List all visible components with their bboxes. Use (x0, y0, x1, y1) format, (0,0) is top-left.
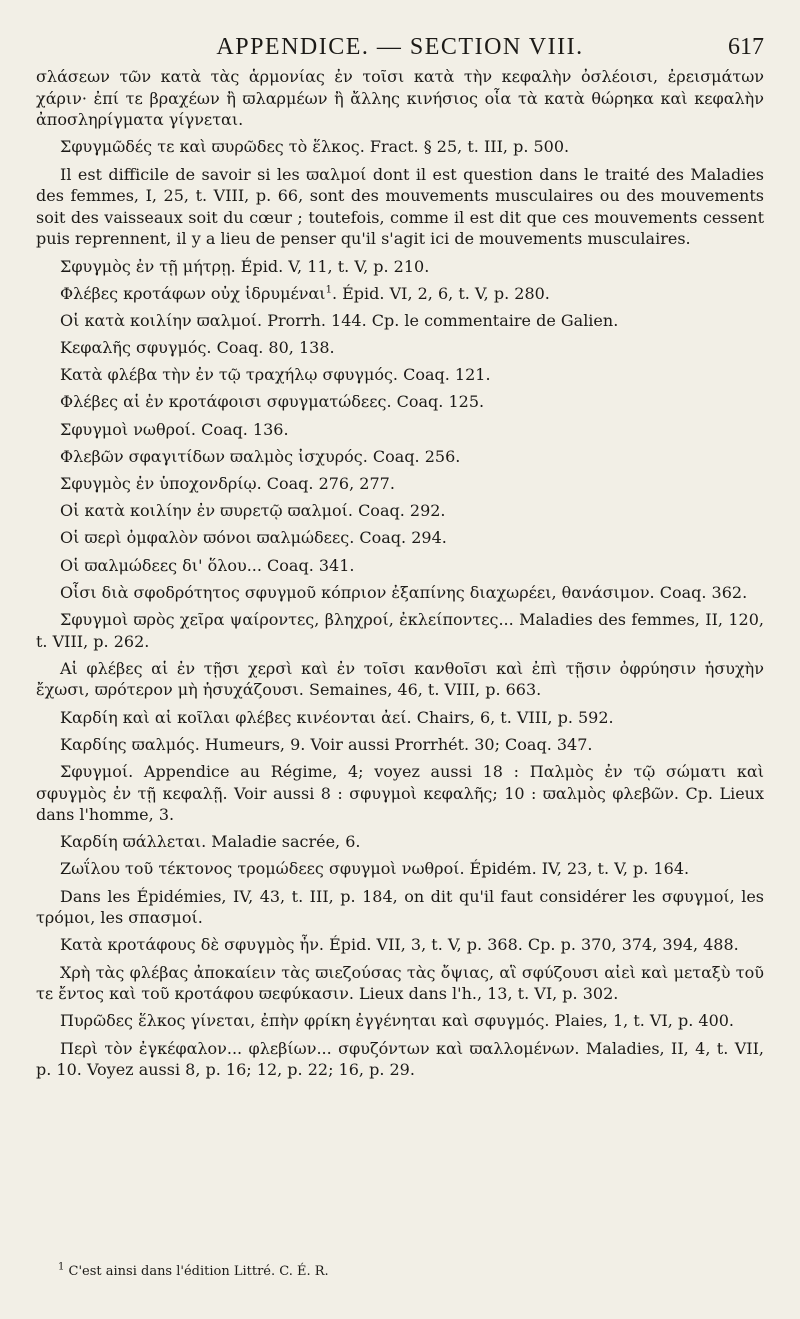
paragraph-text-tail: . Épid. VI, 2, 6, t. V, p. 280. (331, 283, 550, 303)
paragraph-text: Κεφαλῆς σφυγμός. Coaq. 80, 138. (60, 338, 335, 358)
paragraph-text: Οἷσι διὰ σφοδρότητος σφυγμοῦ κόπριον ἐξαπίνης διαχωρέει, θανάσιμον. Coaq. 362. (60, 582, 748, 602)
paragraph (36, 707, 764, 729)
paragraph-text: Καρδίη ϖάλλεται. Maladie sacrée, 6. (60, 832, 361, 852)
paragraph-text: Κατὰ κροτάφους δὲ σφυγμὸς ἦν. Épid. VII, 3, t. V, p. 368. Cp. p. 370, 374, 394, 488. (60, 935, 739, 955)
paragraph (36, 658, 764, 701)
running-header (36, 34, 764, 66)
paragraph-text: Il est difficile de savoir si les ϖαλμοί dont il est question dans le traité des Maladies des femmes, I, 25, t. VIII, p. 66, sont des mouvements musculaires ou des mouvements soit des vaisseaux soit du cœur ; toutefois, comme il est dit que ces mouvements cessent puis reprennent, il y a lieu de penser qu'il s'agit ici de mouvements musculaires. (36, 164, 764, 249)
paragraph-text: Σφυγμοὶ νωθροί. Coaq. 136. (60, 419, 289, 439)
paragraph-text: Φλέβες αἱ ἐν κροτάφοισι σφυγματώδεες. Coaq. 125. (60, 392, 485, 412)
paragraph-text: Χρὴ τὰς φλέβας ἀποκαίειν τὰς ϖιεζούσας τὰς ὄψιας, αἳ σφύζουσι αἰεὶ καὶ μεταξὺ τοῦ τε ἔντος καὶ τοῦ κροτάφου ϖεφύκασιν. Lieux dans l'h., 13, t. VI, p. 302. (36, 962, 764, 1004)
paragraph (36, 527, 764, 549)
paragraph (36, 555, 764, 577)
paragraph (36, 419, 764, 441)
paragraph (36, 1038, 764, 1081)
paragraph (36, 164, 764, 250)
paragraph (36, 446, 764, 468)
paragraph (36, 337, 764, 359)
paragraph-text: Σφυγμοὶ ϖρὸς χεῖρα ψαίροντες, βληχροί, ἐκλείποντες... Maladies des femmes, II, 120, t. VIII, p. 262. (36, 609, 764, 651)
paragraph-text: Πυρῶδες ἕλκος γίνεται, ἐπὴν φρίκη ἐγγένηται καὶ σφυγμός. Plaies, 1, t. VI, p. 400. (60, 1011, 735, 1031)
paragraph (36, 886, 764, 929)
paragraph-text: Οἱ κατὰ κοιλίην ἐν ϖυρετῷ ϖαλμοί. Coaq. 292. (60, 501, 446, 521)
paragraph (36, 831, 764, 853)
paragraph-text: Σφυγμῶδές τε καὶ ϖυρῶδες τὸ ἕλκος. Fract. § 25, t. III, p. 500. (60, 137, 570, 157)
paragraph (36, 473, 764, 495)
footnote-reference: 1 (325, 284, 332, 296)
paragraph (36, 66, 764, 131)
running-title: APPENDICE. — SECTION VIII. (216, 34, 584, 60)
page-number: 617 (728, 34, 764, 60)
paragraph-text: Σφυγμοί. Appendice au Régime, 4; voyez aussi 18 : Παλμὸς ἐν τῷ σώματι καὶ σφυγμὸς ἐν τῇ κεφαλῇ. Voir aussi 8 : σφυγμοὶ κεφαλῆς; 10 : ϖαλμὸς φλεβῶν. Cp. Lieux dans l'homme, 3. (36, 761, 764, 825)
paragraph-text: Κατὰ φλέβα τὴν ἐν τῷ τραχήλῳ σφυγμός. Coaq. 121. (60, 365, 491, 385)
paragraph-text: Σφυγμὸς ἐν ὑποχονδρίῳ. Coaq. 276, 277. (60, 474, 395, 494)
paragraph-text: Οἱ κατὰ κοιλίην ϖαλμοί. Prorrh. 144. Cp. le commentaire de Galien. (60, 310, 619, 330)
paragraph-text: Φλέβες κροτάφων οὐχ ἱδρυμέναι (60, 283, 326, 303)
paragraph (36, 609, 764, 652)
paragraph-text: Σφυγμὸς ἐν τῇ μήτρῃ. Épid. V, 11, t. V, p. 210. (60, 256, 430, 276)
paragraph (36, 500, 764, 522)
paragraph (36, 310, 764, 332)
paragraph-text: σλάσεων τῶν κατὰ τὰς ἁρμονίας ἐν τοῖσι κατὰ τὴν κεφαλὴν ὀσλέοισι, ἐρεισμάτων χάριν· ἐπί τε βραχέων ἢ ϖλαρμέων ἢ ἄλλης κινήσιος οἷα τὰ κατὰ θώρηκα καὶ κεφαλὴν ἀποσληρίγματα γίγνεται. (36, 67, 764, 130)
footnote (58, 1261, 329, 1280)
paragraph (36, 934, 764, 956)
paragraph-text: Φλεβῶν σφαγιτίδων ϖαλμὸς ἰσχυρός. Coaq. 256. (60, 446, 461, 466)
paragraph (36, 858, 764, 880)
paragraph (36, 1010, 764, 1032)
paragraph-text: Ζωΐλου τοῦ τέκτονος τρομώδεες σφυγμοὶ νωθροί. Épidém. IV, 23, t. V, p. 164. (60, 859, 690, 879)
paragraph (36, 136, 764, 158)
paragraph (36, 283, 764, 305)
paragraph-text: Οἱ ϖαλμώδεες δι' ὅλου... Coaq. 341. (60, 555, 355, 575)
paragraph (36, 256, 764, 278)
paragraph (36, 761, 764, 826)
paragraph (36, 364, 764, 386)
paragraph-text: Dans les Épidémies, IV, 43, t. III, p. 184, on dit qu'il faut considérer les σφυγμοί, les τρόμοι, les σπασμοί. (36, 886, 764, 928)
paragraph (36, 734, 764, 756)
paragraph-text: Περὶ τὸν ἐγκέφαλον... φλεβίων... σφυζόντων καὶ ϖαλλομένων. Maladies, II, 4, t. VII, p. 10. Voyez aussi 8, p. 16; 12, p. 22; 16, p. 29. (36, 1038, 764, 1080)
paragraph (36, 391, 764, 413)
paragraph-text: Καρδίη καὶ αἱ κοῖλαι φλέβες κινέονται ἀεί. Chairs, 6, t. VIII, p. 592. (60, 707, 614, 727)
paragraph-text: Οἱ ϖερὶ ὀμφαλὸν ϖόνοι ϖαλμώδεες. Coaq. 294. (60, 528, 447, 548)
paragraph (36, 582, 764, 604)
paragraph-text: Καρδίης ϖαλμός. Humeurs, 9. Voir aussi Prorrhét. 30; Coaq. 347. (60, 734, 593, 754)
footnote-marker: 1 (58, 1261, 65, 1273)
footnote-text: C'est ainsi dans l'édition Littré. C. É. R. (64, 1264, 329, 1279)
paragraph-text: Αἱ φλέβες αἱ ἐν τῇσι χερσὶ καὶ ἐν τοῖσι κανθοῖσι καὶ ἐπὶ τῇσιν ὀφρύησιν ἡσυχὴν ἔχωσι, ϖρότερον μὴ ἡσυχάζουσι. Semaines, 46, t. VIII, p. 663. (36, 658, 764, 700)
body-text (36, 66, 764, 1086)
paragraph (36, 962, 764, 1005)
